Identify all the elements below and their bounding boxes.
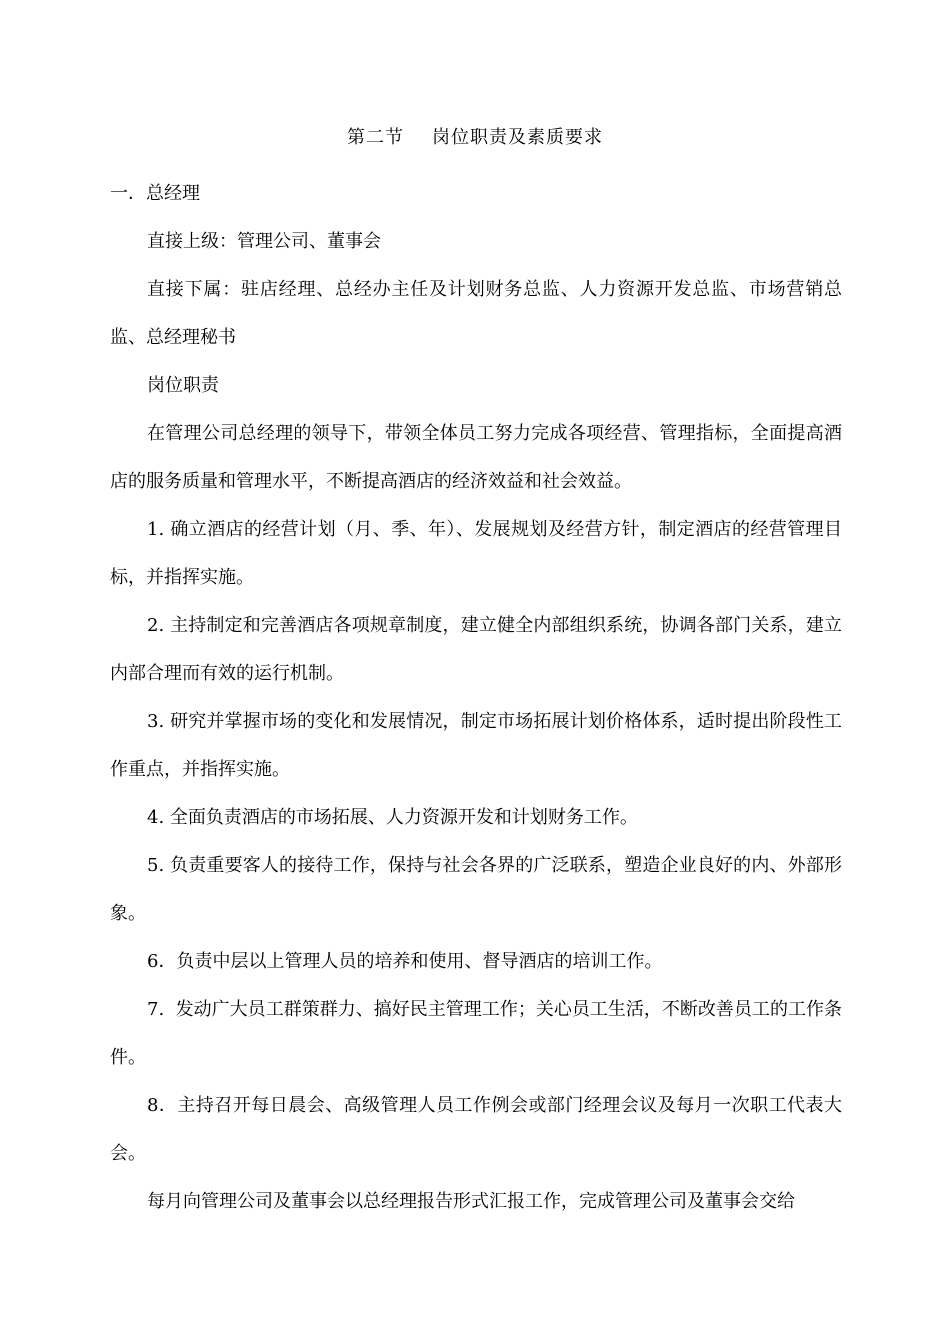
- direct-superior: 直接上级：管理公司、董事会: [147, 231, 381, 252]
- section-number: 第二节: [347, 127, 404, 148]
- duty-item: 2. 主持制定和完善酒店各项规章制度，建立健全内部组织系统，协调各部门关系，建立内部合理而有效的运行机制。: [110, 615, 842, 684]
- duties-intro: 在管理公司总经理的领导下，带领全体员工努力完成各项经营、管理指标，全面提高酒店的服务质量和管理水平，不断提高酒店的经济效益和社会效益。: [110, 423, 842, 492]
- duty-item: 6．负责中层以上管理人员的培养和使用、督导酒店的培训工作。: [147, 951, 663, 972]
- duty-item: 5. 负责重要客人的接待工作，保持与社会各界的广泛联系，塑造企业良好的内、外部形象。: [110, 855, 842, 924]
- duties-heading: 岗位职责: [147, 375, 219, 396]
- duty-item: 3. 研究并掌握市场的变化和发展情况，制定市场拓展计划价格体系，适时提出阶段性工作重点，并指挥实施。: [110, 711, 842, 780]
- duty-item: 1. 确立酒店的经营计划（月、季、年）、发展规划及经营方针，制定酒店的经营管理目标，并指挥实施。: [110, 519, 842, 588]
- document-body: [110, 170, 842, 1226]
- duty-item: 4. 全面负责酒店的市场拓展、人力资源开发和计划财务工作。: [147, 807, 638, 828]
- section-heading: 岗位职责及素质要求: [432, 127, 603, 148]
- duty-item: 7. 发动广大员工群策群力、搞好民主管理工作；关心员工生活，不断改善员工的工作条件。: [110, 999, 842, 1068]
- duty-item: 8．主持召开每日晨会、高级管理人员工作例会或部门经理会议及每月一次职工代表大会。: [110, 1095, 843, 1164]
- closing-paragraph: 每月向管理公司及董事会以总经理报告形式汇报工作，完成管理公司及董事会交给: [147, 1191, 795, 1212]
- role-heading: 一．总经理: [110, 183, 200, 204]
- section-title: [0, 124, 950, 152]
- direct-subordinates: 直接下属：驻店经理、总经办主任及计划财务总监、人力资源开发总监、市场营销总监、总经理秘书: [110, 279, 842, 348]
